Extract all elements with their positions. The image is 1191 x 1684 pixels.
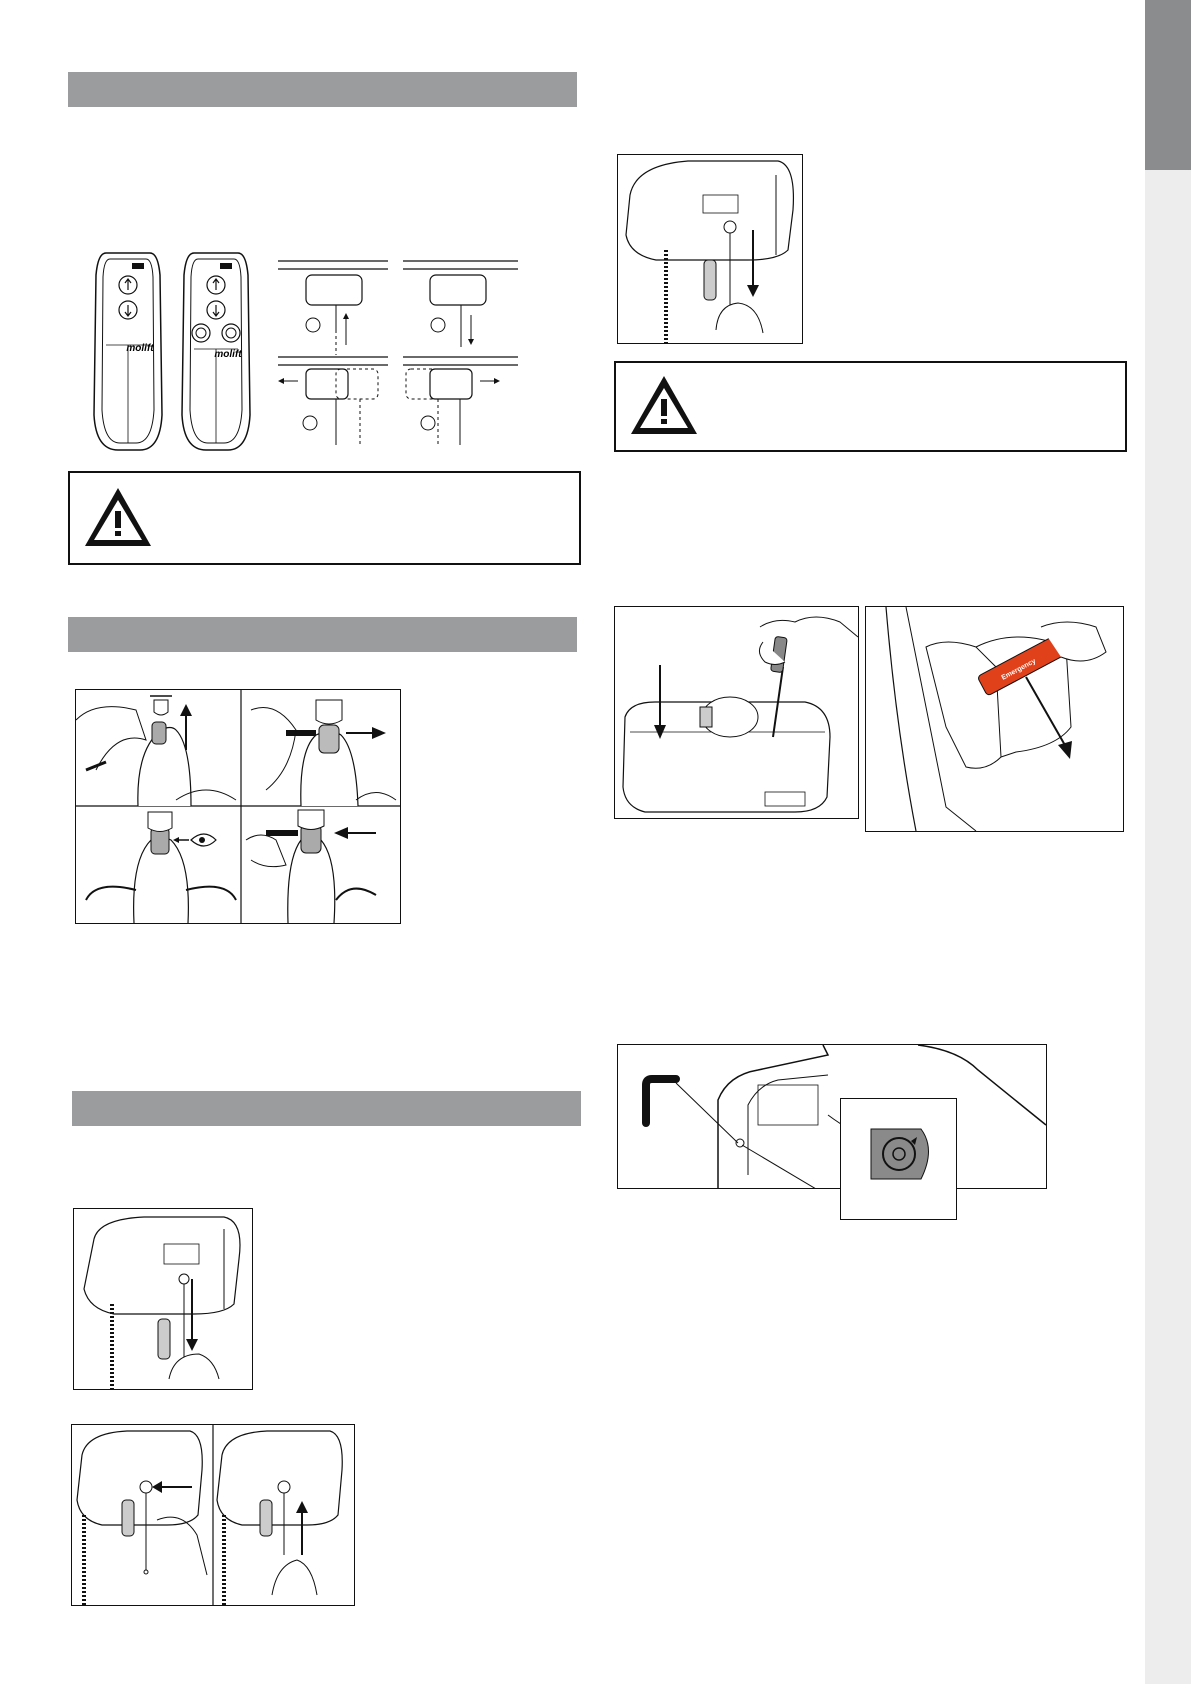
svg-text:molift: molift: [126, 343, 154, 354]
section-header-remote: [68, 72, 577, 107]
rotate-inset: [840, 1098, 957, 1220]
svg-text:molift: molift: [214, 349, 242, 360]
hook-attach-figure: [75, 689, 401, 924]
screwdriver-figure: [614, 606, 859, 819]
hook-step-2: [251, 700, 396, 806]
motion-right-diagram: [403, 357, 518, 445]
emergency-cord-figure: [73, 1208, 253, 1390]
remote-two-button: [94, 253, 162, 450]
side-strip: [1145, 0, 1191, 1684]
motion-up-diagram: [278, 261, 388, 355]
section-header-hook: [68, 617, 577, 652]
warning-triangle-icon: [82, 485, 154, 549]
section-header-emergency-lowering: [72, 1091, 581, 1126]
remote-four-button: [182, 253, 250, 450]
warning-triangle-icon: [628, 373, 700, 437]
eye-icon: [191, 834, 216, 846]
motor-pull-figure: [617, 154, 803, 344]
warning-box-left: [68, 471, 581, 565]
svg-text:Emergency: Emergency: [1000, 657, 1038, 682]
emergency-tag-figure: [865, 606, 1124, 832]
allen-key-figure: [617, 1044, 1047, 1189]
motion-left-diagram: [278, 357, 388, 445]
chapter-tab: [1145, 0, 1191, 170]
hook-step-3: [86, 812, 236, 923]
reset-step-2: [217, 1431, 342, 1605]
remote-control-figure: [88, 245, 523, 455]
hook-step-4: [246, 810, 376, 923]
reset-step-1: [77, 1431, 207, 1605]
warning-box-right: [614, 361, 1127, 452]
emergency-reset-figure: [71, 1424, 355, 1606]
allen-key-icon: [646, 1079, 676, 1123]
hook-step-1: [76, 696, 236, 806]
motion-down-diagram: [403, 261, 518, 347]
